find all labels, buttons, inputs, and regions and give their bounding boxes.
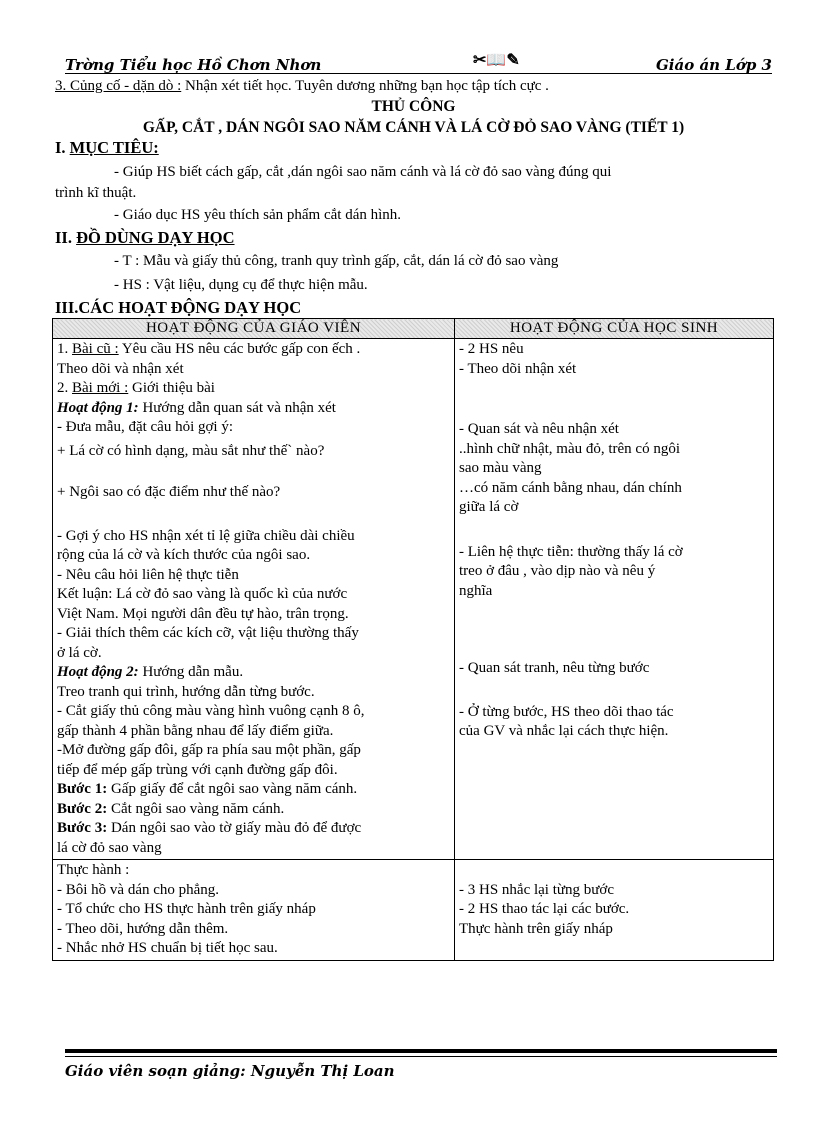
table-row: [53, 339, 774, 860]
activities-table: [52, 318, 774, 961]
student-practice: - 3 HS nhắc lại từng bước - 2 HS thao tác lại các bước. Thực hành trên giấy nháp: [455, 860, 774, 961]
teacher-activities: 1. Bài cũ : Yêu cầu HS nêu các bước gấp con ếch . Theo dõi và nhận xét 2. Bài mới : Giới thiệu bài Hoạt động 1: Hướng dẫn quan sát và nhận xét - Đưa mẫu, đặt câu hỏi gợi ý: + Lá cờ có hình dạng, màu sắt như thế` nào? + Ngôi sao có đặc điểm như thế nào? - Gợi ý cho HS nhận xét tỉ lệ giữa chiều dài chiều rộng của lá cờ và kích thước của ngôi sao. - Nêu câu hỏi liên hệ thực tiễn Kết luận: Lá cờ đỏ sao vàng là quốc kì của nước Việt Nam. Mọi người dân đều tự hào, trân trọng. - Giải thích thêm các kích cỡ, vật liệu thường thấy ở lá cờ. Hoạt động 2: Hướng dẫn mẫu. Treo tranh qui trình, hướng dẫn từng bước. - Cắt giấy thủ công màu vàng hình vuông cạnh 8 ô, gấp thành 4 phần bằng nhau để lấy điểm giữa. -Mở đường gấp đôi, gấp ra phía sau một phần, gấp tiếp để mép gấp trùng với cạnh đường gấp đôi. Bước 1: Gấp giấy để cắt ngôi sao vàng năm cánh. Bước 2: Cắt ngôi sao vàng năm cánh. Bước 3: Dán ngôi sao vào tờ giấy màu đỏ để được lá cờ đỏ sao vàng: [53, 339, 455, 860]
page-header: [55, 52, 772, 74]
subject-title: THỦ CÔNG: [371, 98, 456, 115]
materials-student: - HS : Vật liệu, dụng cụ để thực hiện mẫu.: [114, 277, 368, 293]
footer-author: Giáo viên soạn giảng: Nguyễn Thị Loan: [65, 1062, 395, 1080]
school-name: Trờng Tiểu học Hồ Chơn Nhơn: [65, 56, 322, 74]
section-activities: III.CÁC HOẠT ĐỘNG DẠY HỌC: [55, 298, 302, 317]
table-row: [53, 860, 774, 961]
ornament-icon: ✂📖✎: [473, 50, 520, 69]
lesson-plan-grade: Giáo án Lớp 3: [655, 56, 772, 74]
objective-1: - Giúp HS biết cách gấp, cắt ,dán ngôi sao năm cánh và lá cờ đỏ sao vàng đúng qui: [114, 164, 612, 180]
teacher-column-header: HOẠT ĐỘNG CỦA GIÁO VIÊN: [53, 319, 455, 339]
document-page: [55, 52, 772, 961]
header-rule: [65, 73, 772, 74]
section-objectives: I. MỤC TIÊU:: [55, 138, 159, 157]
teacher-practice: Thực hành : - Bôi hồ và dán cho phẳng. - Tổ chức cho HS thực hành trên giấy nháp - Theo dõi, hướng dẫn thêm. - Nhắc nhở HS chuẩn bị tiết học sau.: [53, 860, 455, 961]
lesson-title: GẤP, CẮT , DÁN NGÔI SAO NĂM CÁNH VÀ LÁ CỜ ĐỎ SAO VÀNG (TIẾT 1): [142, 119, 685, 136]
section-materials: II. ĐỒ DÙNG DẠY HỌC: [55, 228, 235, 247]
objective-1-cont: trình kĩ thuật.: [55, 185, 137, 201]
student-activities: - 2 HS nêu - Theo dõi nhận xét - Quan sát và nêu nhận xét ..hình chữ nhật, màu đỏ, trên có ngôi sao màu vàng …có năm cánh bằng nhau, dán chính giữa lá cờ - Liên hệ thực tiễn: thường thấy lá cờ treo ở đâu , vào dịp nào và nêu ý nghĩa - Quan sát tranh, nêu từng bước - Ở từng bước, HS theo dõi thao tác của GV và nhắc lại cách thực hiện.: [455, 339, 774, 860]
objective-2: - Giáo dục HS yêu thích sản phẩm cắt dán hình.: [114, 207, 402, 223]
student-column-header: HOẠT ĐỘNG CỦA HỌC SINH: [455, 319, 774, 339]
consolidation-line: 3. Củng cố - dặn dò : Nhận xét tiết học. Tuyên dương những bạn học tập tích cực .: [55, 78, 549, 94]
materials-teacher: - T : Mẫu và giấy thủ công, tranh quy trình gấp, cắt, dán lá cờ đỏ sao vàng: [114, 253, 559, 269]
